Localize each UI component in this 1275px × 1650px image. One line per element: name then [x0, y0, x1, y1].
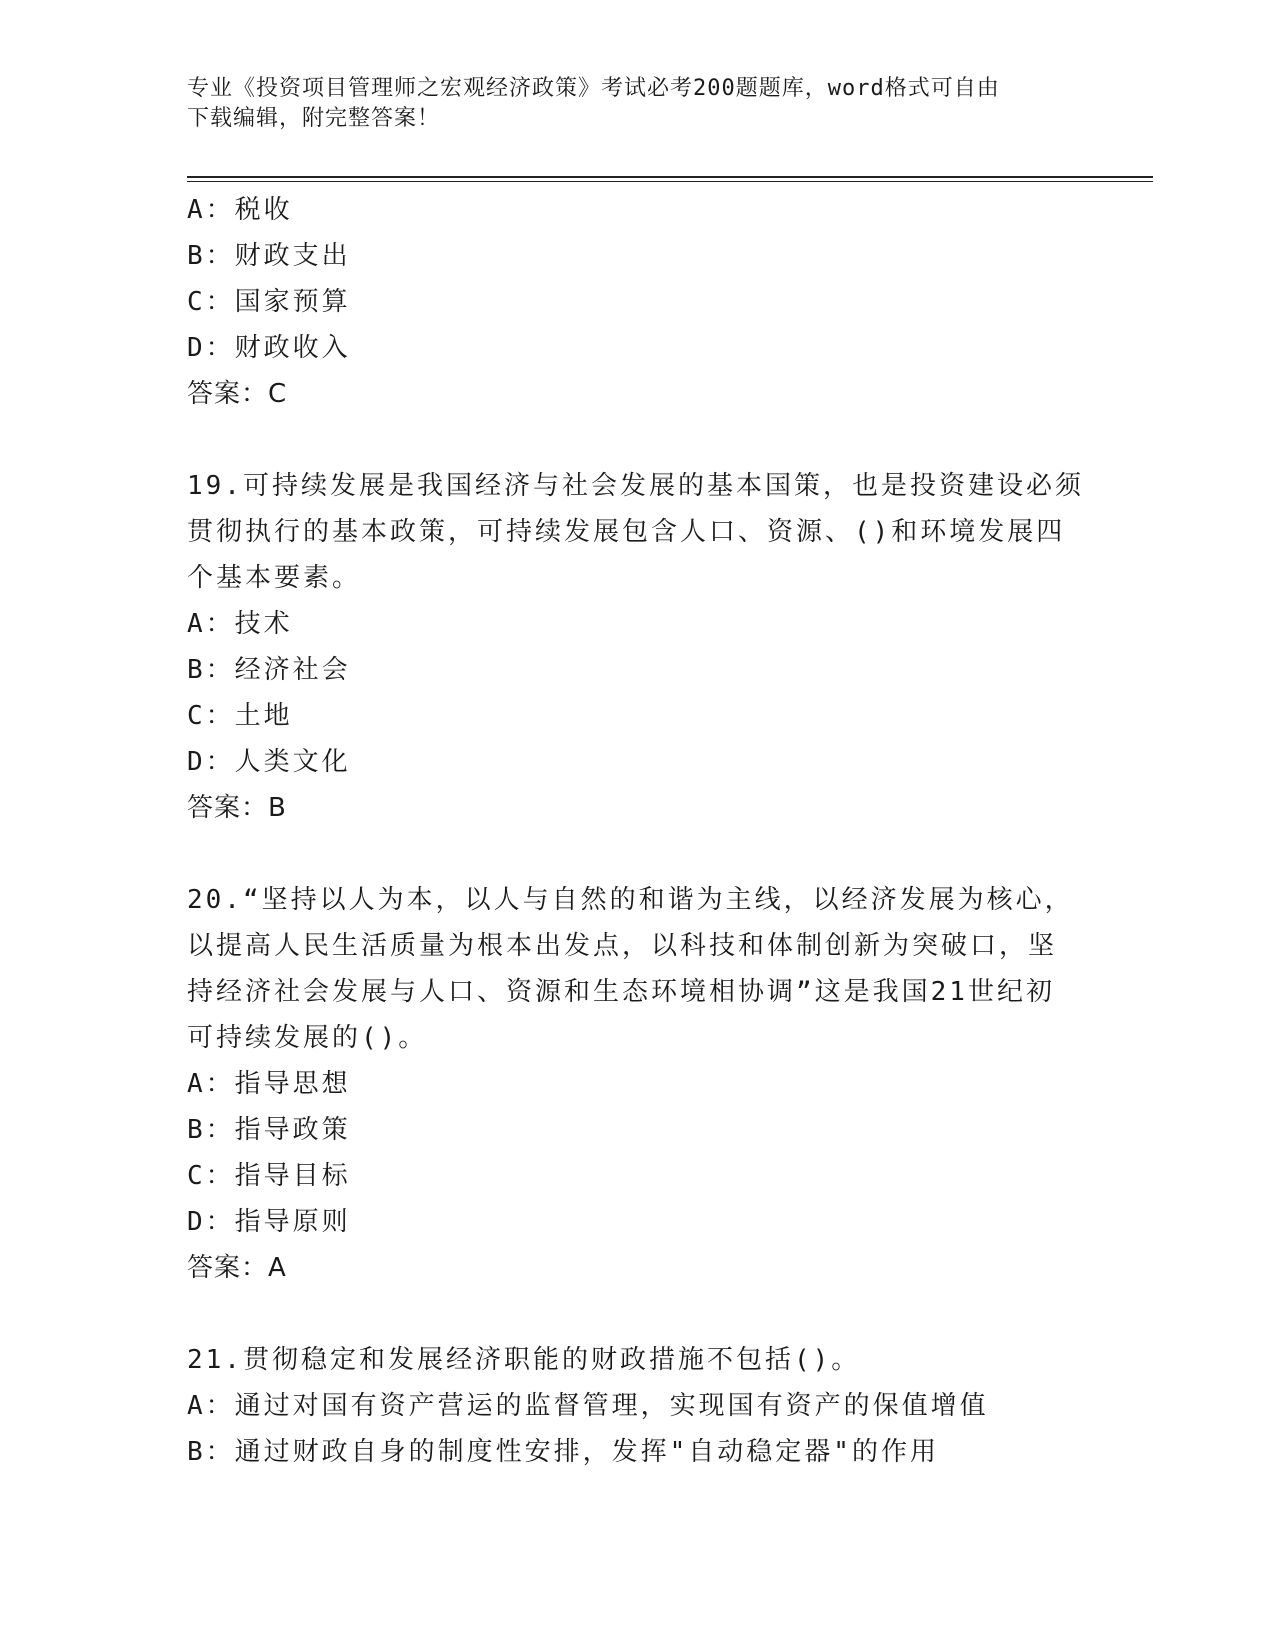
option-d: D：财政收入	[187, 333, 351, 363]
question-stem-line: 19.可持续发展是我国经济与社会发展的基本国策，也是投资建设必须	[187, 471, 1084, 501]
header-line-2: 下载编辑，附完整答案！	[187, 106, 441, 131]
document-header	[187, 74, 1067, 134]
option-b: B：经济社会	[187, 655, 351, 685]
option-b: B：指导政策	[187, 1115, 351, 1145]
question-21	[187, 1337, 1087, 1475]
question-18	[187, 187, 1087, 417]
question-stem-line: 个基本要素。	[187, 563, 362, 593]
question-stem-line: 持经济社会发展与人口、资源和生态环境相协调”这是我国21世纪初	[187, 977, 1055, 1007]
question-stem-line: 20.“坚持以人为本，以人与自然的和谐为主线，以经济发展为核心，	[187, 885, 1074, 915]
option-a: A：税收	[187, 195, 293, 225]
question-stem-line: 贯彻执行的基本政策，可持续发展包含人口、资源、()和环境发展四	[187, 517, 1066, 547]
question-20	[187, 877, 1087, 1291]
question-stem-line: 21.贯彻稳定和发展经济职能的财政措施不包括()。	[187, 1345, 861, 1375]
header-line-1: 专业《投资项目管理师之宏观经济政策》考试必考200题题库，word格式可自由	[187, 76, 1000, 101]
option-a: A：技术	[187, 609, 293, 639]
answer: 答案：A	[187, 1253, 287, 1283]
option-c: C：指导目标	[187, 1161, 351, 1191]
header-rule-thin	[187, 181, 1153, 182]
header-rule-thick	[187, 176, 1153, 178]
option-c: C：国家预算	[187, 287, 351, 317]
spacer	[187, 1291, 1087, 1337]
option-d: D：人类文化	[187, 747, 351, 777]
question-stem-line: 以提高人民生活质量为根本出发点，以科技和体制创新为突破口，坚	[187, 931, 1058, 961]
option-a: A：通过对国有资产营运的监督管理，实现国有资产的保值增值	[187, 1391, 989, 1421]
option-c: C：土地	[187, 701, 293, 731]
answer: 答案：C	[187, 379, 288, 409]
option-a: A：指导思想	[187, 1069, 351, 1099]
answer: 答案：B	[187, 793, 287, 823]
option-b: B：通过财政自身的制度性安排，发挥"自动稳定器"的作用	[187, 1437, 939, 1467]
option-d: D：指导原则	[187, 1207, 351, 1237]
spacer	[187, 417, 1087, 463]
question-stem-line: 可持续发展的()。	[187, 1023, 428, 1053]
question-19	[187, 463, 1087, 831]
spacer	[187, 831, 1087, 877]
option-b: B：财政支出	[187, 241, 351, 271]
question-list	[187, 187, 1087, 1475]
